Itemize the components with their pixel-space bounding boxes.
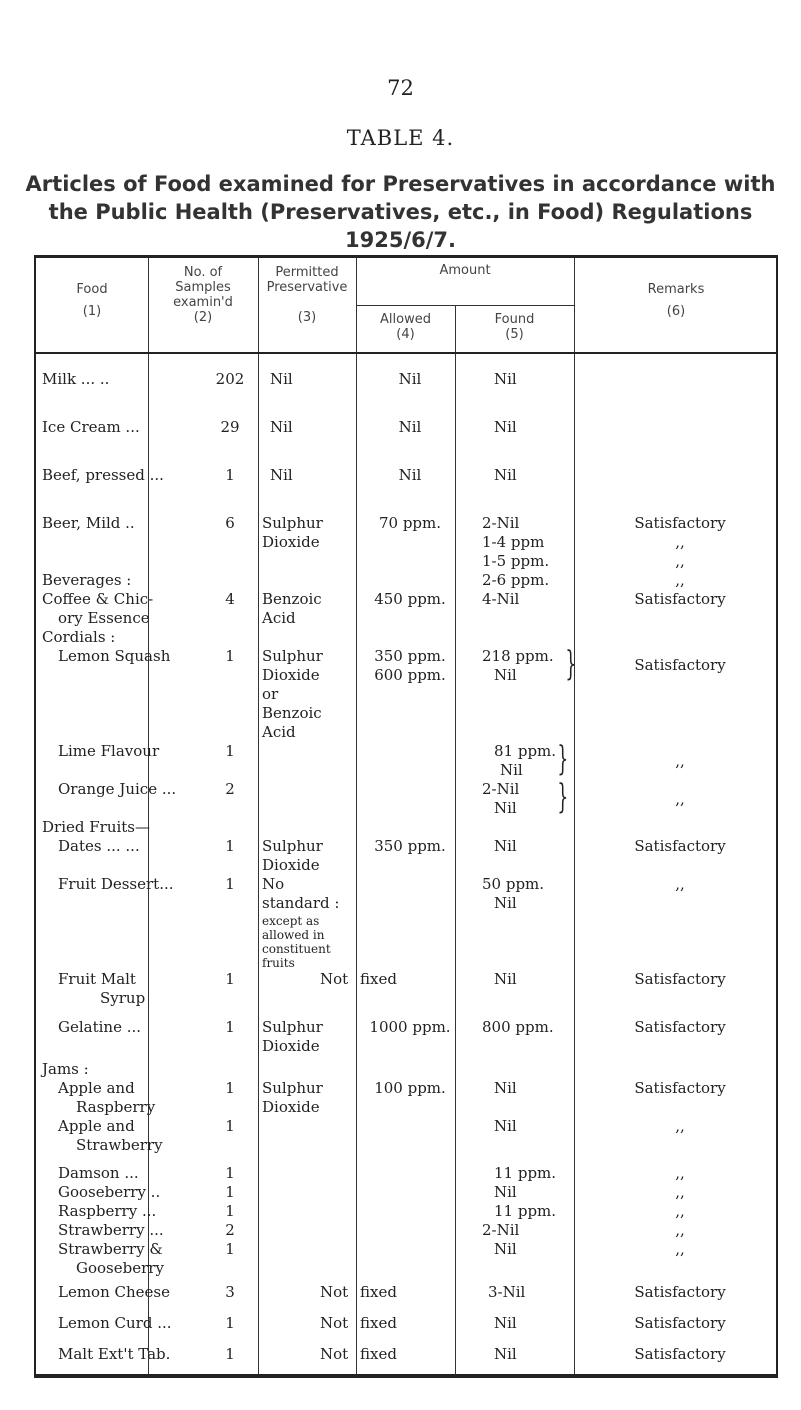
brace-icon: } [565, 644, 577, 684]
food-name: Milk ... .. [42, 370, 110, 388]
permitted: Acid [262, 723, 296, 741]
remark: ,, [675, 752, 685, 770]
permitted: constituent [262, 942, 331, 956]
food-name: Raspberry [76, 1098, 156, 1116]
brace-icon: } [557, 739, 569, 779]
remark: Satisfactory [634, 1283, 726, 1301]
found: Nil [494, 1183, 517, 1201]
section-label: Jams : [42, 1060, 89, 1078]
food-name: Apple and [58, 1117, 135, 1135]
food-name: Fruit Dessert... [58, 875, 174, 893]
column-divider [574, 257, 575, 1375]
found: Nil [494, 666, 517, 684]
found: Nil [494, 894, 517, 912]
permitted: or [262, 685, 279, 703]
food-name: Syrup [100, 989, 146, 1007]
found: 50 ppm. [482, 875, 545, 893]
permitted: Nil [270, 370, 293, 388]
food-name: Gooseberry [76, 1259, 164, 1277]
found: 2-Nil [482, 514, 520, 532]
column-divider [258, 257, 259, 1375]
permitted: Benzoic [262, 590, 322, 608]
permitted: Dioxide [262, 1098, 320, 1116]
allowed: fixed [360, 1314, 397, 1332]
food-name: Apple and [58, 1079, 135, 1097]
food-name: Strawberry ... [58, 1221, 164, 1239]
food-name: Coffee & Chic- [42, 590, 154, 608]
remark: ,, [675, 875, 685, 893]
allowed: 70 ppm. [378, 514, 442, 532]
remark: Satisfactory [634, 1079, 726, 1097]
permitted: Sulphur [262, 514, 323, 532]
samples-count: 3 [225, 1283, 235, 1301]
found: 2-6 ppm. [482, 571, 550, 589]
section-label: Cordials : [42, 628, 116, 646]
permitted: fruits [262, 956, 295, 970]
found: 2-Nil [482, 780, 520, 798]
header-samples: No. of Samples examin'd (2) [173, 265, 233, 325]
food-name: Gelatine ... [58, 1018, 142, 1036]
heading-line: the Public Health (Preservatives, etc., in Food) Regulations [48, 200, 753, 224]
found: Nil [494, 370, 517, 388]
remark: ,, [675, 571, 685, 589]
permitted: except as [262, 914, 320, 928]
food-name: Lemon Cheese [58, 1283, 170, 1301]
found: 218 ppm. [482, 647, 554, 665]
food-name: Damson ... [58, 1164, 139, 1182]
permitted: Dioxide [262, 533, 320, 551]
brace-icon: } [557, 777, 569, 817]
samples-count: 1 [225, 466, 235, 484]
found: Nil [494, 1314, 517, 1332]
food-name: Malt Ext't Tab. [58, 1345, 171, 1363]
remark: ,, [675, 1240, 685, 1258]
page-number: 72 [387, 76, 414, 100]
remark: Satisfactory [634, 1314, 726, 1332]
found: 800 ppm. [482, 1018, 554, 1036]
samples-count: 1 [225, 1345, 235, 1363]
food-name: Beef, pressed ... [42, 466, 164, 484]
samples-count: 2 [225, 780, 235, 798]
permitted: Sulphur [262, 1018, 323, 1036]
permitted: Benzoic [262, 704, 322, 722]
allowed: fixed [360, 1283, 397, 1301]
remark: ,, [675, 533, 685, 551]
samples-count: 1 [225, 1079, 235, 1097]
food-name: Strawberry [76, 1136, 163, 1154]
samples-count: 1 [225, 1240, 235, 1258]
allowed: 600 ppm. [374, 666, 446, 684]
found: Nil [494, 1117, 517, 1135]
food-name: Strawberry & [58, 1240, 163, 1258]
found: 2-Nil [482, 1221, 520, 1239]
food-name: Lime Flavour [58, 742, 160, 760]
header-food: Food (1) [76, 282, 108, 319]
found: Nil [494, 418, 517, 436]
remark: ,, [675, 1221, 685, 1239]
allowed: Nil [398, 466, 422, 484]
remark: Satisfactory [634, 656, 726, 674]
header-permitted: Permitted Preservative (3) [266, 265, 348, 325]
found: Nil [494, 1345, 517, 1363]
table-title: TABLE 4. [346, 126, 455, 150]
found: 1-5 ppm. [482, 552, 550, 570]
found: 3-Nil [488, 1283, 526, 1301]
section-label: Beverages : [42, 571, 132, 589]
allowed: fixed [360, 1345, 397, 1363]
permitted: Not [320, 1283, 349, 1301]
remark: ,, [675, 1183, 685, 1201]
samples-count: 1 [225, 1164, 235, 1182]
permitted: Dioxide [262, 1037, 320, 1055]
header-rule [36, 352, 776, 354]
found: 4-Nil [482, 590, 520, 608]
permitted: No [262, 875, 285, 893]
allowed: 350 ppm. [374, 647, 446, 665]
permitted: Not [320, 970, 349, 988]
permitted: Dioxide [262, 666, 320, 684]
remark: ,, [675, 1164, 685, 1182]
allowed: 1000 ppm. [369, 1018, 451, 1036]
found: Nil [494, 1240, 517, 1258]
samples-count: 1 [225, 1183, 235, 1201]
food-name: Lemon Squash [58, 647, 171, 665]
food-name: Raspberry ... [58, 1202, 157, 1220]
found: Nil [494, 837, 517, 855]
food-name: Dates ... ... [58, 837, 140, 855]
permitted: standard : [262, 894, 340, 912]
permitted: Acid [262, 609, 296, 627]
food-name: Gooseberry .. [58, 1183, 161, 1201]
allowed: 450 ppm. [374, 590, 446, 608]
amount-divider [356, 305, 574, 306]
samples-count: 1 [225, 1117, 235, 1135]
allowed: 100 ppm. [374, 1079, 446, 1097]
samples-count: 6 [225, 514, 235, 532]
found: Nil [494, 970, 517, 988]
samples-count: 1 [225, 837, 235, 855]
samples-count: 29 [220, 418, 240, 436]
header-remarks: Remarks (6) [647, 282, 705, 319]
found: Nil [500, 761, 523, 779]
food-name: Ice Cream ... [42, 418, 140, 436]
permitted: Nil [270, 466, 293, 484]
permitted: Not [320, 1314, 349, 1332]
permitted: Sulphur [262, 647, 323, 665]
food-name: Orange Juice ... [58, 780, 177, 798]
found: 11 ppm. [494, 1202, 557, 1220]
remark: ,, [675, 552, 685, 570]
heading-line: 1925/6/7. [345, 228, 456, 252]
header-found: Found (5) [494, 312, 535, 342]
remark: Satisfactory [634, 1345, 726, 1363]
found: 11 ppm. [494, 1164, 557, 1182]
samples-count: 1 [225, 647, 235, 665]
remark: Satisfactory [634, 970, 726, 988]
samples-count: 2 [225, 1221, 235, 1239]
heading-line: Articles of Food examined for Preservatives in accordance with [25, 172, 776, 196]
allowed: 350 ppm. [374, 837, 446, 855]
food-name: Fruit Malt [58, 970, 136, 988]
remark: Satisfactory [634, 1018, 726, 1036]
remark: Satisfactory [634, 514, 726, 532]
remark: ,, [675, 1117, 685, 1135]
samples-count: 1 [225, 742, 235, 760]
samples-count: 4 [225, 590, 235, 608]
section-label: Dried Fruits— [42, 818, 151, 836]
permitted: Dioxide [262, 856, 320, 874]
header-amount: Amount [439, 263, 491, 278]
remark: Satisfactory [634, 590, 726, 608]
food-name: Beer, Mild .. [42, 514, 135, 532]
found: Nil [494, 466, 517, 484]
samples-count: 1 [225, 1314, 235, 1332]
allowed: Nil [398, 370, 422, 388]
found: 1-4 ppm [482, 533, 545, 551]
allowed: fixed [360, 970, 397, 988]
permitted: Sulphur [262, 837, 323, 855]
samples-count: 1 [225, 1202, 235, 1220]
remark: ,, [675, 1202, 685, 1220]
food-name: ory Essence [58, 609, 150, 627]
samples-count: 202 [215, 370, 245, 388]
food-name: Lemon Curd ... [58, 1314, 172, 1332]
permitted: allowed in [262, 928, 325, 942]
column-divider [356, 257, 357, 1375]
permitted: Nil [270, 418, 293, 436]
found: Nil [494, 1079, 517, 1097]
permitted: Not [320, 1345, 349, 1363]
remark: Satisfactory [634, 837, 726, 855]
samples-count: 1 [225, 1018, 235, 1036]
found: 81 ppm. [494, 742, 557, 760]
allowed: Nil [398, 418, 422, 436]
samples-count: 1 [225, 875, 235, 893]
page-heading [20, 170, 781, 254]
permitted: Sulphur [262, 1079, 323, 1097]
header-allowed: Allowed (4) [380, 312, 431, 342]
remark: ,, [675, 790, 685, 808]
samples-count: 1 [225, 970, 235, 988]
found: Nil [494, 799, 517, 817]
